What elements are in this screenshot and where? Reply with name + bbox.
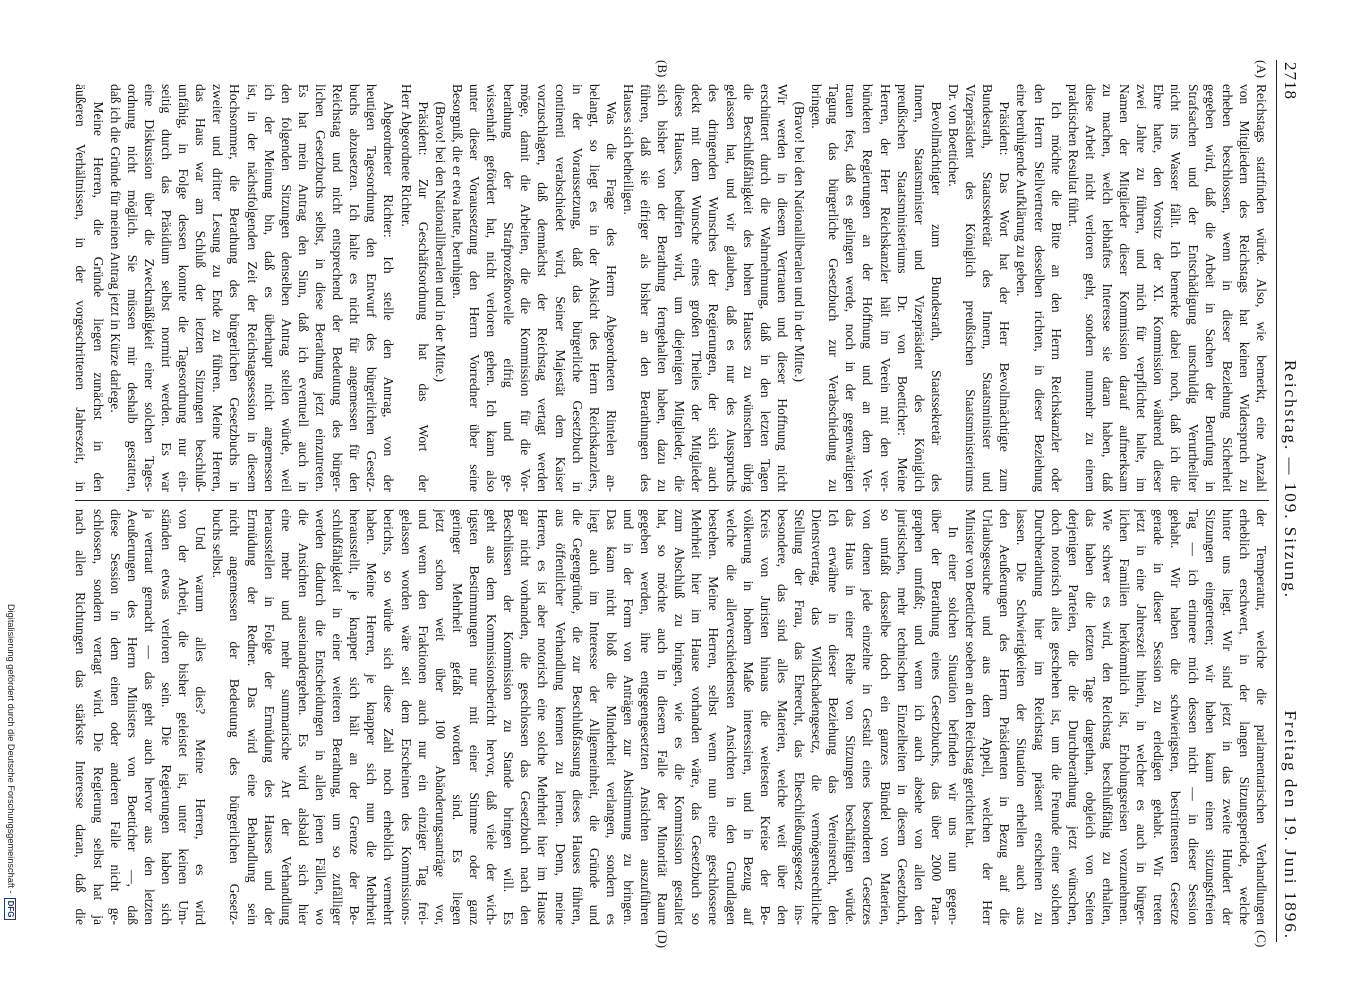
text-line: Ehre hatte, den Vorsitz der XI. Kommission während dieser: [1151, 84, 1167, 492]
text-line: Reichstags stattfinden würde. Also, wie bemerkt, eine Anzahl: [1254, 84, 1269, 492]
text-line: lichen Gesetzbuchs selbst, in diese Berathung jetzt einzutreten.: [312, 84, 328, 492]
text-line: den folgenden Sitzungen denselben Antrag stellen würde, weil: [278, 84, 294, 492]
text-line: ist, in der nächstfolgenden Zeit der Reichstagssession in diesem: [244, 84, 260, 492]
text-line: eine beruhigende Aufklärung zu geben.: [1014, 84, 1030, 297]
credit-text: Digitalisierung gefördert durch die Deutsche Forschungsgemeinschaft -: [6, 604, 16, 894]
text-line: Hauses sich betheiligen.: [620, 84, 636, 215]
text-line: Wir werden in diesem Vertrauen und dieser Hoffnung nicht: [774, 84, 790, 492]
text-line: völkerung in hohem Maße interessiren, und in Bezug auf: [740, 509, 756, 925]
text-line: jetzt in eine Jahreszeit hinein, in welcher es auch in bürger-: [1134, 509, 1150, 925]
margin-marker-d: (D): [655, 930, 670, 949]
text-line: Kreis von Juristen hinaus die weitesten Kreise der Be-: [757, 509, 773, 925]
text-line: Aeußerungen des Herrn Ministers von Boetticher —, daß: [124, 509, 140, 925]
text-line: Was die Frage des Herrn Abgeordneten Rintelen an-: [603, 101, 619, 492]
text-line: zu machen, welch lebhaftes Interesse sie daran haben, daß: [1100, 84, 1116, 492]
text-line: gelassen hat, und wir glauben, daß es nur des Ausspruchs: [723, 84, 739, 492]
text-line: den Herrn Stellvertreter desselben richten, in dieser Beziehung: [1031, 84, 1047, 492]
text-line: diese Arbeit nicht verloren geht, sondern nunmehr zu einem: [1082, 84, 1098, 492]
text-line: bündeten Regierungen an der Hoffnung und an dem Ver-: [860, 84, 876, 492]
text-line: buchs selbst.: [210, 509, 226, 578]
text-line: nicht ins Wasser fällt. Ich bemerke dabei noch, daß ich die: [1168, 84, 1184, 492]
margin-marker-c: (C): [1254, 930, 1269, 948]
text-line: Vizepräsident des Königlich preußischen Staatsministeriums: [963, 84, 979, 492]
text-line: die Beschlußfähigkeit des hohen Hauses zu wünschen übrig: [740, 84, 756, 492]
text-line: berichts, so würde sich diese Zahl noch erheblich vermehrt: [381, 509, 397, 925]
text-line: preußischen Staatsministeriums Dr. von Boetticher: Meine: [894, 84, 910, 492]
text-line: gehabt. Wir haben die schwierigsten, bestrittensten Gesetze: [1168, 509, 1184, 925]
text-line: Bundesrath, Staatssekretär des Innern, Staatsminister und: [980, 84, 996, 492]
header-rule: [1276, 60, 1277, 942]
text-line: ja vertraut gemacht — das geht auch hervor aus den letzten: [141, 509, 157, 925]
text-line: graphen umfaßt; und wenn ich auch absehe von allen den: [911, 509, 927, 925]
text-line: belangt, so liegt es in der Absicht des Herrn Reichskanzlers,: [586, 84, 602, 492]
text-line: Herr Abgeordnete Richter.: [398, 84, 414, 227]
text-line: Innern, Staatsminister und Vizepräsident des Königlich: [911, 84, 927, 492]
text-line: Sitzungen eingetreten; wir haben kaum einen sitzungsfreien: [1202, 509, 1218, 925]
text-line: vorzuschlagen, daß demnächst der Reichstag vertagt werden: [535, 84, 551, 492]
text-line: Namen der Mitglieder dieser Kommission darauf aufmerksam: [1117, 84, 1133, 492]
text-line: führen, daß sie eifriger als bisher an den Berathungen des: [638, 84, 654, 492]
text-line: das Haus in einer Reihe von Sitzungen beschäftigen würde.: [843, 509, 859, 925]
page-number: 2718: [1281, 62, 1300, 100]
text-line: hat, so möchte auch in diesem Falle der Minorität Raum: [655, 509, 671, 925]
text-line: Abgeordneter Richter: Ich stelle den Antrag, von der: [381, 101, 397, 492]
text-line: den Aeußerungen des Herrn Präsidenten in Bezug auf die: [997, 509, 1013, 925]
column-divider: [75, 500, 1269, 501]
text-line: Meine Herren, die Gründe liegen zunächst in den: [90, 101, 106, 492]
text-line: Wie schwer es wird, den Reichstag beschlußfähig zu erhalten,: [1100, 509, 1116, 925]
text-line: trauen fest, daß es gelingen werde, noch in der gegenwärtigen: [843, 84, 859, 492]
text-line: ich der Meinung bin, daß es überhaupt nicht angemessen: [261, 84, 277, 492]
text-line: von Mitgliedern des Reichstags hat keinen Widerspruch zu: [1236, 84, 1252, 492]
margin-marker-a: (A): [1254, 60, 1269, 79]
session-date: Freitag den 19. Juni 1896.: [1281, 710, 1300, 940]
text-line: unter dieser Voraussetzung den Herrn Vorredner über seine: [466, 84, 482, 492]
text-line: wissenhaft gefördert hat, nicht verloren gehen. Ich kann also: [484, 84, 500, 492]
text-line: diese Session in dem einen oder anderen Falle nicht ge-: [107, 509, 123, 925]
text-line: über der Berathung eines Gesetzbuchs, das über 2000 Para-: [928, 509, 944, 925]
text-line: lassen. Die Schwierigkeiten der Situation erhellen auch aus: [1014, 509, 1030, 925]
text-line: (Bravo! bei den Nationalliberalen und in der Mitte.): [792, 101, 808, 382]
text-line: Und warum alles dies? Meine Herren, es wird: [193, 526, 209, 925]
text-line: tigsten Bestimmungen nur mit einer Stimme oder ganz: [466, 509, 482, 925]
text-line: nicht angemessen der Bedeutung des bürgerlichen Gesetz-: [227, 509, 243, 925]
text-line: zum Abschluß zu bringen, wie es die Kommission gestaltet: [672, 509, 688, 925]
text-line: In einer solchen Situation befinden wir uns nun gegen-: [946, 526, 962, 925]
text-line: eine Diskussion über die Zweckmäßigkeit einer solchen Tages-: [141, 84, 157, 492]
text-line: Herren, es ist aber notorisch eine solche Mehrheit hier im Hause: [535, 509, 551, 925]
text-line: Beschlüssen der Kommission zu Stande bringen will. Es: [501, 509, 517, 925]
text-line: Minister von Boetticher soeben an den Reichstag gerichtet hat.: [963, 509, 979, 849]
text-line: des dringenden Wunsches der Regierungen, der sich auch: [706, 84, 722, 492]
text-line: zwei Jahre zu führen, und mich für verpflichtet halte, im: [1134, 84, 1150, 492]
text-line: Urlaubsgesuche und aus dem Appell, welchen der Herr: [980, 509, 996, 925]
text-line: Ermüdung der Redner. Das wird eine Behandlung sein: [244, 509, 260, 925]
text-line: berathung der Strafprozeßnovelle eifrig und ge-: [501, 84, 517, 492]
text-line: Tag — ich erinnere mich dessen nicht — in dieser Session: [1185, 509, 1201, 925]
text-line: Durchberathung hier im Reichstag präsent erscheinen zu: [1031, 509, 1047, 925]
text-line: deckt mit dem Wunsche eines großen Theiles der Mitglieder: [689, 84, 705, 492]
text-line: seitig durch das Präsidium selbst normirt werden. Es war: [159, 84, 174, 492]
text-line: Herren, der Herr Reichskanzler hält im Verein mit den ver-: [877, 84, 893, 492]
text-line: erheben beschlossen, wenn in dieser Beziehung Sicherheit: [1219, 84, 1235, 492]
text-line: Präsident: Zur Geschäftsordnung hat das Wort der: [415, 101, 431, 492]
text-line: ordnung nicht möglich. Sie müssen mir deshalb gestatten,: [124, 84, 140, 492]
text-line: sich bisher von der Berathung ferngehalten haben, dazu zu: [655, 84, 671, 492]
text-line: erschüttert durch die Wahrnehmung, daß in den letzten Tagen: [757, 84, 773, 492]
text-line: der Temperatur, welche die parlamentarischen Verhandlungen: [1254, 509, 1269, 925]
margin-marker-b: (B): [655, 60, 670, 78]
text-line: Bevollmächtigter zum Bundesrath, Staatssekretär des: [928, 101, 944, 492]
text-line: Präsident: Das Wort hat der Herr Bevollmächtigte zum: [997, 101, 1013, 492]
text-line: doch notorisch alles geschehen ist, um die Freunde einer solchen: [1048, 509, 1064, 925]
text-line: Ich erwähne in dieser Beziehung das Vereinsrecht, den: [826, 509, 842, 925]
text-line: heutigen Tagesordnung den Entwurf des bürgerlichen Gesetz-: [364, 84, 380, 492]
text-line: in der Voraussetzung, daß das bürgerliche Gesetzbuch in: [569, 84, 585, 492]
text-line: Besorgniß, die er etwa hatte, beruhigen.: [449, 84, 465, 299]
text-line: Das kann nicht bloß die Minderheit verlangen, sondern es: [603, 509, 619, 925]
text-line: bringen.: [809, 84, 825, 129]
text-line: Tagung das bürgerliche Gesetzbuch zur Verabschiedung zu: [826, 84, 842, 492]
text-line: Es hat mein Antrag den Sinn, daß ich eventuell auch in: [295, 84, 311, 492]
text-line: aus öffentlicher Verhandlung kennen zu lernen. Denn, meine: [552, 509, 568, 925]
text-line: Dr. von Boetticher.: [946, 84, 962, 187]
text-line: so umfaßt dasselbe doch ein ganzes Bündel von Materien,: [877, 509, 893, 925]
text-line: jetzt schon weit über 100 Abänderungsanträge vor,: [432, 509, 448, 925]
text-line: Reichstag und nicht entsprechend der Bedeutung des bürger-: [330, 84, 346, 492]
text-line: hinter uns liegt. Wir sind jetzt in das zweite Hundert der: [1219, 509, 1235, 925]
text-line: und wenn den Fraktionen auch nur ein einziger Tag frei-: [415, 509, 431, 925]
text-line: gerade in dieser Session zu erledigen gehabt. Wir treten: [1151, 509, 1167, 925]
text-line: buchs abzusetzen. Ich halte es nicht für angemessen für den: [347, 84, 363, 492]
text-line: äußeren Verhältnissen, in der vorgeschrittenen Jahreszeit, in: [73, 84, 89, 492]
text-line: herausstellen in Folge der Ermüdung des Hauses und der: [261, 509, 277, 925]
running-title: Reichstag. — 109. Sitzung.: [1281, 360, 1300, 599]
text-line: das Haus war am Schluß der letzten Sitzungen beschluß-: [193, 84, 209, 492]
text-line: möge, damit die Arbeiten, die die Kommission für die Vor-: [518, 84, 534, 492]
text-line: praktischen Resultat führt.: [1065, 84, 1081, 227]
text-line: haben. Meine Herren, je knapper sich nun die Mehrheit: [364, 509, 380, 925]
text-line: werden dadurch die Entscheidungen in allen jenen Fällen, wo: [312, 509, 328, 925]
text-line: nach allen Richtungen das stärkste Interesse daran, daß die: [73, 509, 89, 925]
text-line: Strafsachen und der Entschädigung unschuldig Verurtheilter: [1185, 84, 1201, 492]
column-left: [72, 84, 1270, 492]
text-line: juristischen, mehr technischen Einzelheiten in diesem Gesetzbuch,: [894, 509, 910, 925]
text-line: geht aus dem Kommissionsbericht hervor, daß viele der wich-: [484, 509, 500, 925]
text-line: schlußfähigkeit in einer weiteren Berathung, um so zufälliger: [330, 509, 346, 925]
text-line: und in der Form von Anträgen zur Abstimmung zu bringen.: [620, 509, 636, 925]
text-line: Stellung der Frau, das Eherecht, das Eheschließungsgesetz ins-: [792, 509, 808, 925]
text-line: von der Arbeit, die bisher geleistet ist, unter keinen Um-: [176, 509, 192, 925]
text-line: Dienstvertrag, das Wildschadengesetz, die vermögensrechtliche: [809, 509, 825, 925]
text-line: erheblich erschwert, in der langen Sitzungsperiode, welche: [1236, 509, 1252, 925]
text-line: continenti verabschiedet wird, Seiner Majestät dem Kaiser: [552, 84, 568, 492]
text-line: dieses Hauses, bedürfen wird, um diejenigen Mitglieder, die: [672, 84, 688, 492]
text-line: ständen etwas verloren sein. Die Regierungen haben sich: [159, 509, 174, 925]
text-line: die Ansichten auseinandergehen. Es wird alsbald sich hier: [295, 509, 311, 925]
text-line: Mehrheit hier im Hause vorhanden wäre, das Gesetzbuch so: [689, 509, 705, 925]
dfg-logo: DFG: [4, 898, 16, 921]
text-line: schlossen, sondern vertagt wird. Die Regierung selbst hat ja: [90, 509, 106, 925]
text-line: liegt auch im Interesse der Allgemeinheit, die Gründe und: [586, 509, 602, 925]
text-line: (Bravo! bei den Nationalliberalen und in der Mitte.): [432, 101, 448, 382]
text-line: herausstellt, je knapper sich hält an der Grenze der Be-: [347, 509, 363, 925]
text-line: besondere, das sind alles Materien, welche weit über den: [774, 509, 790, 925]
text-line: die Gegengründe, die zur Beschlußfassung dieses Hauses führen,: [569, 509, 585, 925]
text-line: das haben die letzten Tage dargethan, obgleich von Seiten: [1082, 509, 1098, 925]
text-line: daß ich die Gründe für meinen Antrag jetzt in Kürze darlege.: [107, 84, 123, 413]
text-line: bestehen. Meine Herren, selbst wenn nun eine geschlossene: [706, 509, 722, 925]
text-line: gar nicht vorhanden, die geschlossen das Gesetzbuch nach den: [518, 509, 534, 925]
text-line: unfähig, in Folge dessen konnte die Tagesordnung nur ein-: [176, 84, 192, 492]
text-line: lichen Familien herkömmlich ist, Erholungsreisen vorzunehmen.: [1117, 509, 1133, 925]
text-line: zweiter und dritter Lesung zu Ende zu führen. Meine Herren,: [210, 84, 226, 492]
text-line: geringer Mehrheit gefaßt worden sind. Es liegen: [449, 509, 465, 925]
text-line: gelassen worden wäre seit dem Erscheinen des Kommissions-: [398, 509, 414, 925]
text-line: gegeben werden, ihre entgegengesetzten Ansichten auszuführen: [638, 509, 654, 925]
text-line: gegeben wird, daß die Arbeit in Sachen der Berufung in: [1202, 84, 1218, 492]
text-line: von denen jede einzelne in Gestalt eines besonderen Gesetzes: [860, 509, 876, 925]
digitization-credit: [4, 604, 17, 920]
text-line: Hochsommer, die Berathung des bürgerlichen Gesetzbuchs in: [227, 84, 243, 492]
column-right: [72, 509, 1270, 925]
text-line: welche die allerverschiedensten Ansichten in den Grundlagen: [723, 509, 739, 925]
text-line: eine mehr und mehr summarische Art der Verhandlung: [278, 509, 294, 925]
text-line: derjenigen Parteien, die die Durchberathung jetzt wünschen,: [1065, 509, 1081, 925]
text-line: Ich möchte die Bitte an den Herrn Reichskanzler oder: [1048, 101, 1064, 492]
